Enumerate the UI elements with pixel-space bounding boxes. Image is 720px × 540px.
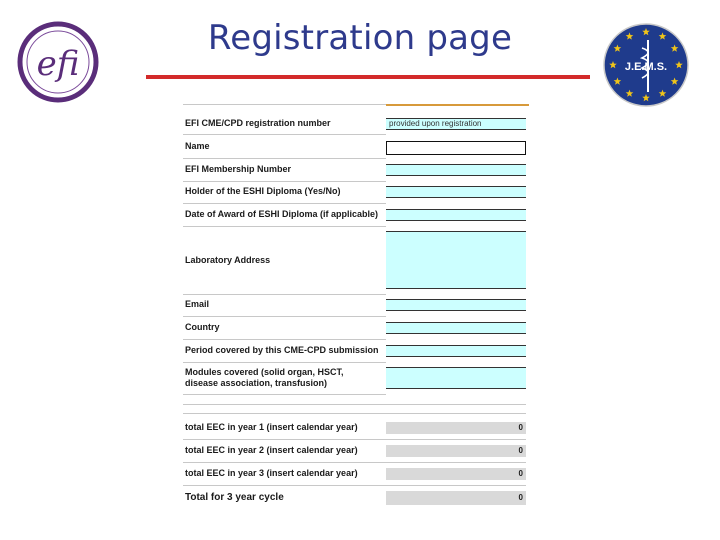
diploma-holder-field[interactable] xyxy=(386,186,526,198)
form-label: Holder of the ESHI Diploma (Yes/No) xyxy=(185,186,341,196)
form-label: Modules covered (solid organ, HSCT, xyxy=(185,367,344,377)
total-year-1-value: 0 xyxy=(386,422,526,434)
form-label: EFI Membership Number xyxy=(185,164,292,174)
form-row-diploma-date xyxy=(183,209,529,221)
form-label: Name xyxy=(185,141,210,151)
form-row-modules xyxy=(183,367,529,389)
form-label: Laboratory Address xyxy=(185,255,271,265)
form-row-country xyxy=(183,322,529,334)
form-row-email xyxy=(183,299,529,311)
form-row-address xyxy=(183,231,529,289)
row-divider xyxy=(183,158,386,159)
row-divider xyxy=(183,413,526,414)
jems-logo-icon xyxy=(602,22,690,108)
name-field[interactable] xyxy=(386,141,526,155)
total-cycle-value: 0 xyxy=(386,491,526,505)
total-row-year-3 xyxy=(183,468,529,480)
jems-logo-text: J.E.M.S. xyxy=(624,61,668,73)
row-divider xyxy=(183,404,526,405)
total-label: total EEC in year 1 (insert calendar year) xyxy=(185,422,358,432)
total-label: total EEC in year 3 (insert calendar year) xyxy=(185,468,358,478)
row-divider xyxy=(183,203,386,204)
form-label: Date of Award of ESHI Diploma (if applicable) xyxy=(185,209,379,219)
efi-logo-text: efi xyxy=(36,44,80,84)
registration-number-field[interactable]: provided upon registration xyxy=(386,118,526,130)
laboratory-address-field[interactable] xyxy=(386,231,526,289)
form-row-membership xyxy=(183,164,529,176)
row-divider xyxy=(183,394,386,395)
row-divider xyxy=(183,485,526,486)
total-row-cycle xyxy=(183,491,529,505)
total-label: total EEC in year 2 (insert calendar year) xyxy=(185,445,358,455)
total-row-year-1 xyxy=(183,422,529,434)
country-field[interactable] xyxy=(386,322,526,334)
form-left-rule xyxy=(183,104,386,105)
total-year-2-value: 0 xyxy=(386,445,526,457)
form-label: Country xyxy=(185,322,220,332)
form-top-rule xyxy=(386,104,529,106)
total-row-year-2 xyxy=(183,445,529,457)
form-label: EFI CME/CPD registration number xyxy=(185,118,331,128)
form-row-diploma-holder xyxy=(183,186,529,198)
row-divider xyxy=(183,462,526,463)
row-divider xyxy=(183,339,386,340)
form-row-name xyxy=(183,141,529,155)
row-divider xyxy=(183,134,386,135)
row-divider xyxy=(183,294,386,295)
membership-number-field[interactable] xyxy=(386,164,526,176)
form-label-continued: disease association, transfusion) xyxy=(185,378,328,388)
form-label: Email xyxy=(185,299,210,309)
form-row-registration-number xyxy=(183,118,529,130)
row-divider xyxy=(183,181,386,182)
email-field[interactable] xyxy=(386,299,526,311)
period-field[interactable] xyxy=(386,345,526,357)
form-row-period xyxy=(183,345,529,357)
modules-field[interactable] xyxy=(386,367,526,389)
form-label: Period covered by this CME-CPD submission xyxy=(185,345,379,355)
row-divider xyxy=(183,316,386,317)
row-divider xyxy=(183,439,526,440)
title-underline xyxy=(146,75,590,79)
row-divider xyxy=(183,362,386,363)
page-title: Registration page xyxy=(207,18,513,58)
total-label: Total for 3 year cycle xyxy=(185,492,284,503)
diploma-date-field[interactable] xyxy=(386,209,526,221)
total-year-3-value: 0 xyxy=(386,468,526,480)
efi-logo-icon xyxy=(17,21,99,103)
row-divider xyxy=(183,226,386,227)
